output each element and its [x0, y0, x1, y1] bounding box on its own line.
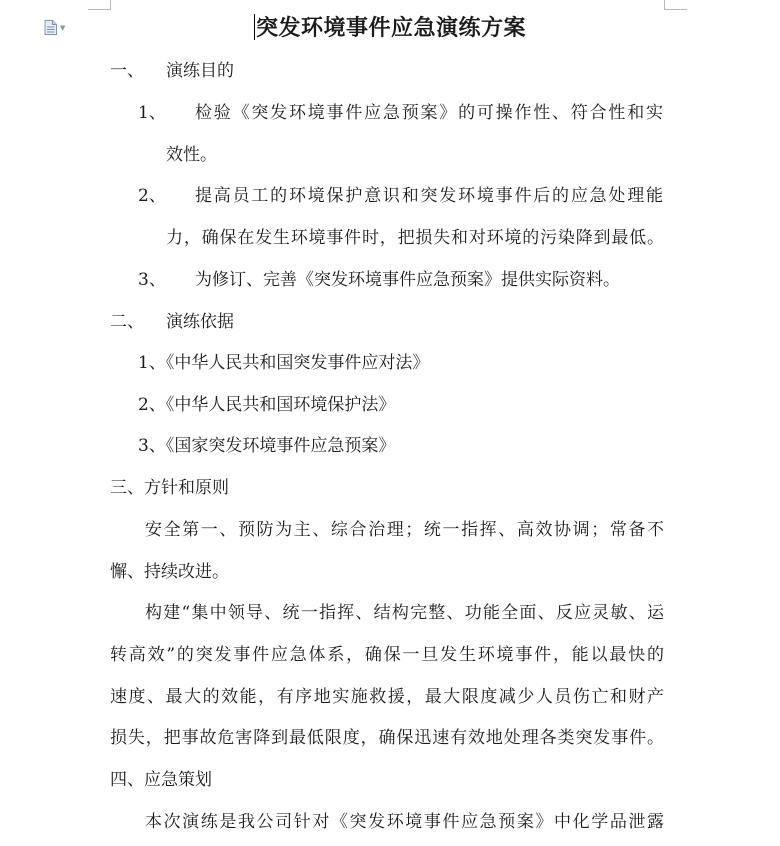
principle-paragraph-1-line-2[interactable]: 懈、持续改进。	[110, 562, 229, 582]
purpose-item-1-line-2[interactable]: 效性。	[166, 145, 217, 165]
page-margin-corner-left	[88, 0, 111, 10]
section-1-heading[interactable]: 演练目的	[166, 61, 234, 81]
section-4-heading[interactable]: 四、应急策划	[110, 770, 212, 790]
section-3-heading[interactable]: 三、方针和原则	[110, 478, 229, 498]
caret-down-icon: ▼	[60, 23, 66, 32]
section-1-marker[interactable]: 一、	[110, 61, 144, 81]
basis-item-3[interactable]: 3、《国家突发环境事件应急预案》	[138, 436, 396, 456]
purpose-item-3-line-1[interactable]: 为修订、完善《突发环境事件应急预案》提供实际资料。	[195, 270, 620, 290]
section-2-heading[interactable]: 演练依据	[166, 312, 234, 332]
purpose-item-1-number[interactable]: 1、	[138, 103, 166, 123]
basis-item-2[interactable]: 2、《中华人民共和国环境保护法》	[138, 395, 396, 415]
section-2-marker[interactable]: 二、	[110, 312, 144, 332]
text-cursor	[254, 14, 255, 40]
principle-paragraph-2-line-2[interactable]: 转高效”的突发事件应急体系，确保一旦发生环境事件，能以最快的	[110, 645, 664, 665]
purpose-item-2-line-1[interactable]: 提高员工的环境保护意识和突发环境事件后的应急处理能	[195, 186, 663, 206]
principle-paragraph-2-line-1[interactable]: 构建“集中领导、统一指挥、结构完整、功能全面、反应灵敏、运	[145, 603, 664, 623]
document-title[interactable]	[0, 13, 780, 43]
document-title-text[interactable]: 突发环境事件应急演练方案	[255, 15, 526, 41]
purpose-item-1-line-1[interactable]: 检验《突发环境事件应急预案》的可操作性、符合性和实	[195, 103, 663, 123]
purpose-item-3-number[interactable]: 3、	[138, 270, 166, 290]
principle-paragraph-2-line-3[interactable]: 速度、最大的效能，有序地实施救援，最大限度减少人员伤亡和财产	[110, 687, 664, 707]
basis-item-1[interactable]: 1、《中华人民共和国突发事件应对法》	[138, 353, 430, 373]
purpose-item-2-number[interactable]: 2、	[138, 186, 166, 206]
page-margin-corner-right	[664, 0, 687, 10]
planning-paragraph-1-line-1[interactable]: 本次演练是我公司针对《突发环境事件应急预案》中化学品泄露	[145, 812, 664, 832]
principle-paragraph-2-line-4[interactable]: 损失，把事故危害降到最低限度，确保迅速有效地处理各类突发事件。	[110, 728, 664, 748]
purpose-item-2-line-2[interactable]: 力，确保在发生环境事件时，把损失和对环境的污染降到最低。	[166, 228, 664, 248]
principle-paragraph-1-line-1[interactable]: 安全第一、预防为主、综合治理；统一指挥、高效协调；常备不	[145, 520, 664, 540]
